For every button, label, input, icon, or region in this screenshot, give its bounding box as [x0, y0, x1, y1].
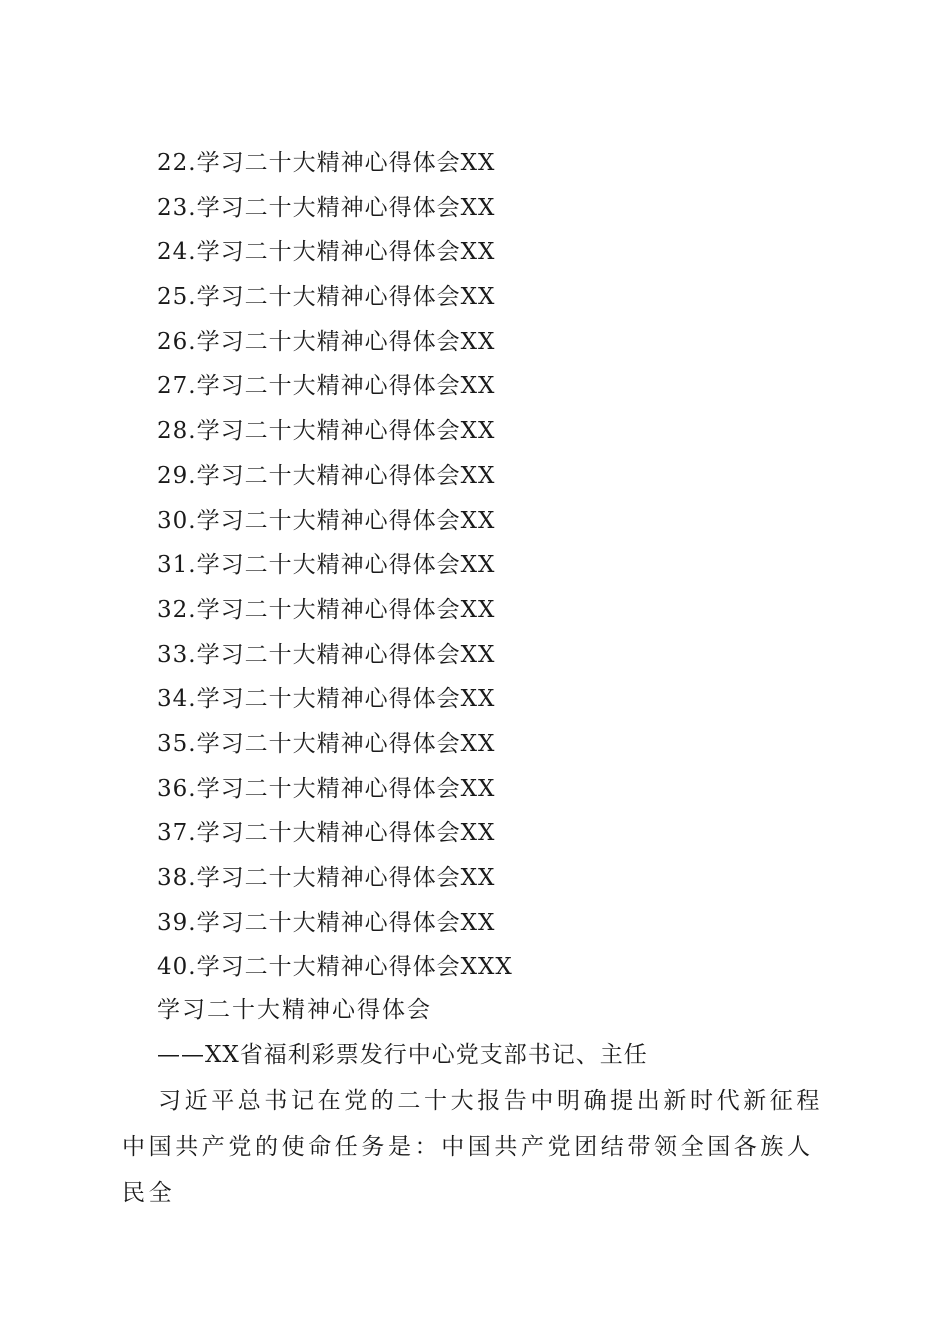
toc-item: 29.学习二十大精神心得体会XX	[157, 462, 496, 489]
toc-item: 40.学习二十大精神心得体会XXX	[157, 954, 513, 981]
toc-item: 25.学习二十大精神心得体会XX	[157, 284, 496, 311]
toc-item: 38.学习二十大精神心得体会XX	[157, 865, 496, 891]
toc-item: 27.学习二十大精神心得体会XX	[157, 373, 496, 400]
toc-item: 35.学习二十大精神心得体会XX	[157, 730, 496, 757]
toc-item: 31.学习二十大精神心得体会XX	[157, 552, 496, 579]
toc-item: 23.学习二十大精神心得体会XX	[157, 194, 496, 221]
toc-item: 32.学习二十大精神心得体会XX	[157, 596, 496, 623]
toc-item: 33.学习二十大精神心得体会XX	[157, 641, 496, 668]
table-of-contents	[157, 141, 513, 990]
article-title: 学习二十大精神心得体会	[157, 997, 432, 1023]
toc-item: 22.学习二十大精神心得体会XX	[157, 150, 496, 176]
toc-item: 30.学习二十大精神心得体会XX	[157, 507, 496, 534]
toc-item: 26.学习二十大精神心得体会XX	[157, 328, 496, 355]
toc-item: 37.学习二十大精神心得体会XX	[157, 820, 496, 847]
toc-item: 36.学习二十大精神心得体会XX	[157, 775, 496, 802]
article-byline: ——XX省福利彩票发行中心党支部书记、主任	[157, 1042, 648, 1068]
article-body-paragraph: 习近平总书记在党的二十大报告中明确提出新时代新征程中国共产党的使命任务是：中国共产党团结带领全国各族人民全	[122, 1088, 823, 1206]
toc-item: 34.学习二十大精神心得体会XX	[157, 686, 496, 713]
toc-item: 39.学习二十大精神心得体会XX	[157, 909, 496, 936]
toc-item: 28.学习二十大精神心得体会XX	[157, 418, 496, 445]
toc-item: 24.学习二十大精神心得体会XX	[157, 239, 496, 266]
